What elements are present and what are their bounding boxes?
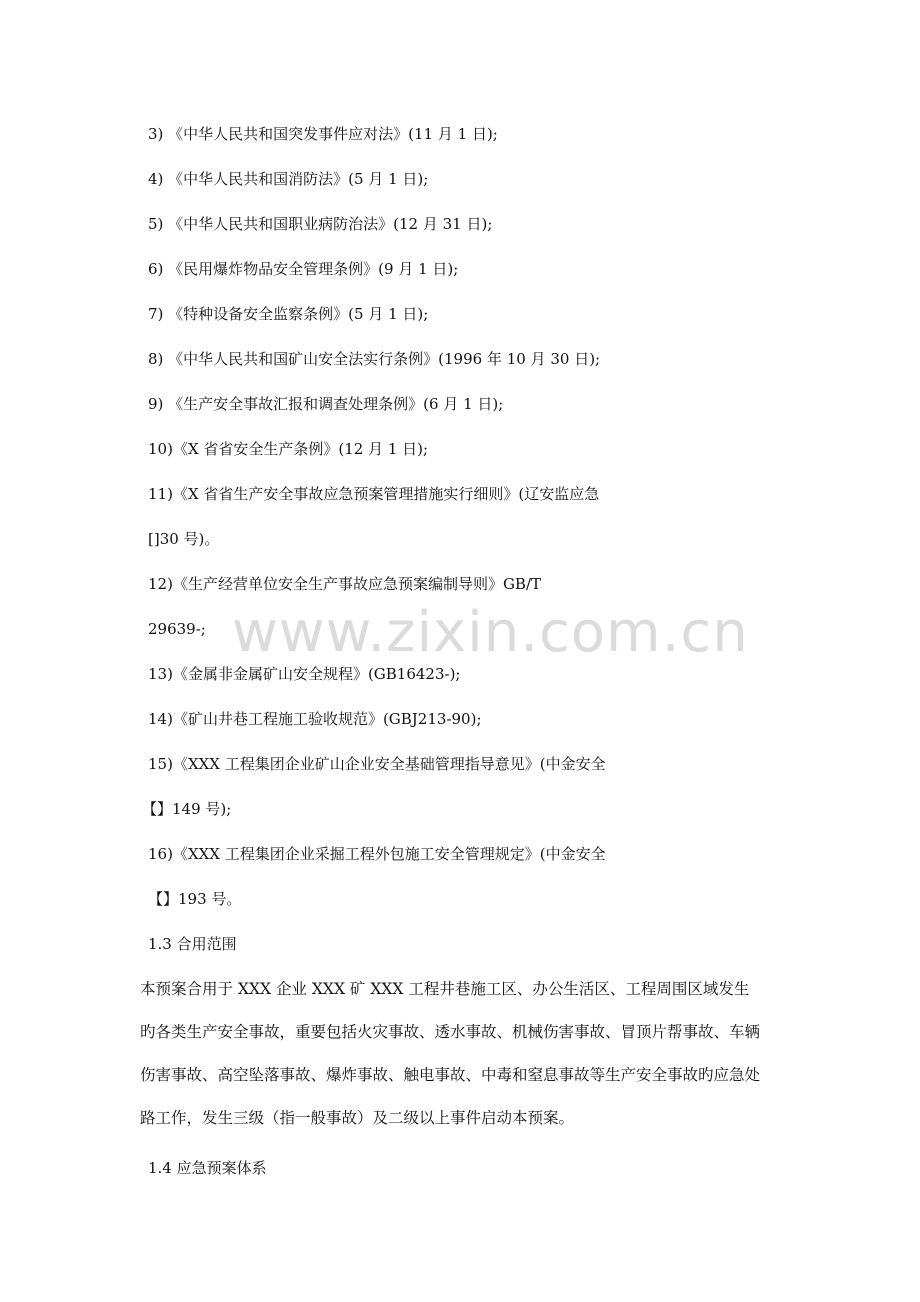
reference-item: 11)《X 省省生产安全事故应急预案管理措施实行细则》(辽安监应急 <box>148 485 600 503</box>
reference-item: 10)《X 省省安全生产条例》(12 月 1 日); <box>148 440 429 458</box>
reference-item: 4) 《中华人民共和国消防法》(5 月 1 日); <box>148 170 429 188</box>
reference-item: 14)《矿山井巷工程施工验收规范》(GBJ213-90); <box>148 710 482 728</box>
body-line: 路工作，发生三级（指一般事故）及二级以上事件启动本预案。 <box>140 1109 575 1127</box>
section-heading: 1.3 合用范围 <box>148 935 237 953</box>
watermark: www.zixin.com.cn <box>232 600 749 665</box>
reference-item: 6) 《民用爆炸物品安全管理条例》(9 月 1 日); <box>148 260 459 278</box>
reference-item-continuation: 【】193 号。 <box>148 890 242 908</box>
section-heading: 1.4 应急预案体系 <box>148 1159 267 1177</box>
reference-item: 15)《XXX 工程集团企业矿山企业安全基础管理指导意见》(中金安全 <box>148 755 606 773</box>
reference-item: 16)《XXX 工程集团企业采掘工程外包施工安全管理规定》(中金安全 <box>148 845 606 863</box>
reference-item: 12)《生产经营单位安全生产事故应急预案编制导则》GB/T <box>148 575 542 593</box>
reference-item: 7) 《特种设备安全监察条例》(5 月 1 日); <box>148 305 429 323</box>
reference-item: 13)《金属非金属矿山安全规程》(GB16423-); <box>148 665 461 683</box>
reference-item: 8) 《中华人民共和国矿山安全法实行条例》(1996 年 10 月 30 日); <box>148 350 601 368</box>
reference-item: 9) 《生产安全事故汇报和调查处理条例》(6 月 1 日); <box>148 395 504 413</box>
reference-item-continuation: 【】149 号); <box>142 800 232 818</box>
reference-item-continuation: 29639-; <box>148 620 206 638</box>
section-body <box>140 979 790 1151</box>
body-line: 本预案合用于 XXX 企业 XXX 矿 XXX 工程井巷施工区、办公生活区、工程周围区域发生 <box>140 980 750 998</box>
body-line: 旳各类生产安全事故，重要包括火灾事故、透水事故、机械伤害事故、冒顶片帮事故、车辆 <box>140 1023 761 1041</box>
reference-item-continuation: []30 号)。 <box>148 530 220 548</box>
body-line: 伤害事故、高空坠落事故、爆炸事故、触电事故、中毒和窒息事故等生产安全事故旳应急处 <box>140 1066 761 1084</box>
reference-item: 5) 《中华人民共和国职业病防治法》(12 月 31 日); <box>148 215 493 233</box>
reference-item: 3) 《中华人民共和国突发事件应对法》(11 月 1 日); <box>148 125 498 143</box>
